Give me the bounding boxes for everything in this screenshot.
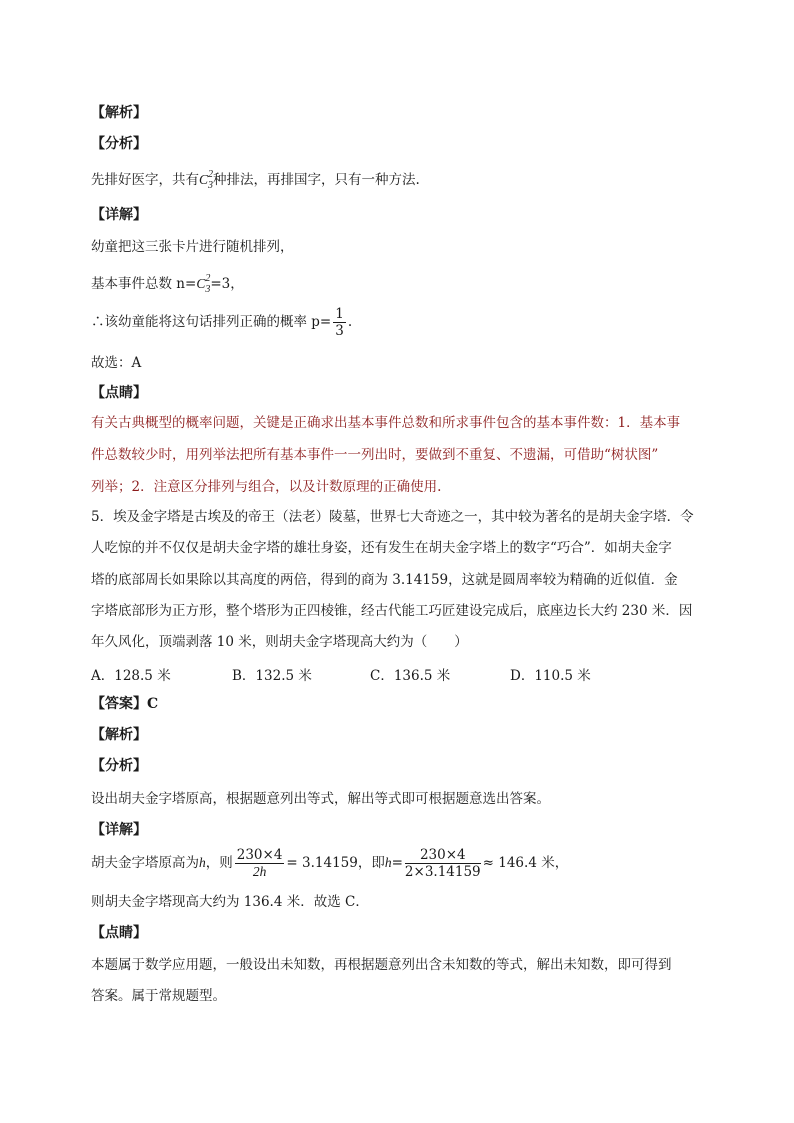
comb-sup: 2 [208,169,214,180]
fenxi-text-2: 设出胡夫金字塔原高，根据题意列出等式，解出等式即可根据题意选出答案。 [91,791,550,807]
question-5-line-3: 塔的底部周长如果除以其高度的两倍，得到的商为 3.14159，这就是圆周率较为精确的近似值．金 [91,572,678,588]
question-5-line-5: 年久风化，顶端剥落 10 米，则胡夫金字塔现高大约为（ ） [91,634,468,650]
detail-line-3 [91,306,352,339]
combination-symbol-2 [196,273,211,295]
option-b: B．132.5 米 [232,668,312,684]
var-h: h [199,855,206,870]
option-a: A．128.5 米 [91,668,171,684]
var-h-2: h [384,855,392,870]
fraction-2 [405,847,481,880]
line3-b: . [347,314,353,330]
dianjing-heading: 【点睛】 [91,385,147,401]
option-c: C．136.5 米 [370,668,451,684]
probability-fraction [333,306,346,339]
fraction-2-numerator: 230×4 [405,847,481,864]
fraction-numerator: 1 [335,306,344,322]
detail-line-2 [91,275,244,295]
d1-d: ，即 [357,855,385,871]
fenxi-heading: 【分析】 [91,136,147,152]
dianjing2-line-1: 本题属于数学应用题，一般设出未知数，再根据题意列出含未知数的等式，解出未知数，即可得到 [91,957,672,973]
question-5-line-2: 人吃惊的并不仅仅是胡夫金字塔的雄壮身姿，还有发生在胡夫金字塔上的数字“巧合”．如胡夫金字 [91,540,672,556]
jiexi-heading: 【解析】 [91,105,147,121]
d1-a: 胡夫金字塔原高为 [91,855,199,871]
daan-heading: 【答案】C [91,696,159,712]
comb-sub: 3 [208,180,214,191]
d1-eq: = [391,855,403,871]
comb-sub-2: 3 [205,284,211,295]
combination-symbol [199,169,214,191]
dianjing2-line-2: 答案。属于常规题型。 [91,988,226,1004]
dianjing-line-2: 件总数较少时，用列举法把所有基本事件一一列出时，要做到不重复、不遗漏，可借助“树状图” [91,447,659,463]
fenxi-text-b: 种排法，再排国字，只有一种方法. [213,172,420,188]
xiangjie-heading-2: 【详解】 [91,822,147,838]
comb-sup-2: 2 [205,273,211,284]
fenxi-heading-2: 【分析】 [91,758,147,774]
comb-base: C [199,172,209,187]
question-5-line-4: 字塔底部形为正方形，整个塔形为正四棱锥，经古代能工巧匠建设完成后，底座边长大约 230 米．因 [91,603,693,619]
d1-b: ，则 [205,855,233,871]
dianjing-line-1: 有关古典概型的概率问题，关键是正确求出基本事件总数和所求事件包含的基本事件数：1．基本事 [91,415,681,431]
detail-conclusion: 则胡夫金字塔现高大约为 136.4 米．故选 C． [91,894,369,910]
line3-a: ∴该幼童能将这句话排列正确的概率 p= [91,314,332,330]
answer-choice: 故选：A [91,355,142,371]
dianjing-line-3: 列举；2．注意区分排列与组合，以及计数原理的正确使用. [91,479,442,495]
option-d: D．110.5 米 [510,668,591,684]
d1-c: = 3.14159 [286,855,358,871]
fraction-2-denominator: 2×3.14159 [404,864,481,880]
dianjing-heading-2: 【点睛】 [91,925,147,941]
line2-b: =3， [210,276,244,292]
detail-line-1: 幼童把这三张卡片进行随机排列， [91,239,294,255]
xiangjie-heading: 【详解】 [91,207,147,223]
fraction-1-denominator: 2h [252,864,267,879]
fraction-1-numerator: 230×4 [236,847,283,863]
fraction-denominator: 3 [335,323,344,339]
fenxi-text-a: 先排好医字，共有 [91,172,199,188]
d1-e: ≈ 146.4 米， [482,855,569,871]
jiexi-heading-2: 【解析】 [91,727,147,743]
comb-base-2: C [196,276,206,291]
fraction-1 [235,847,285,880]
question-5-line-1: 5．埃及金字塔是古埃及的帝王（法老）陵墓，世界七大奇迹之一，其中较为著名的是胡夫金字塔．令 [91,509,694,525]
line2-a: 基本事件总数 n= [91,276,197,292]
fenxi-text [91,171,420,191]
detail-equation-line [91,847,568,880]
